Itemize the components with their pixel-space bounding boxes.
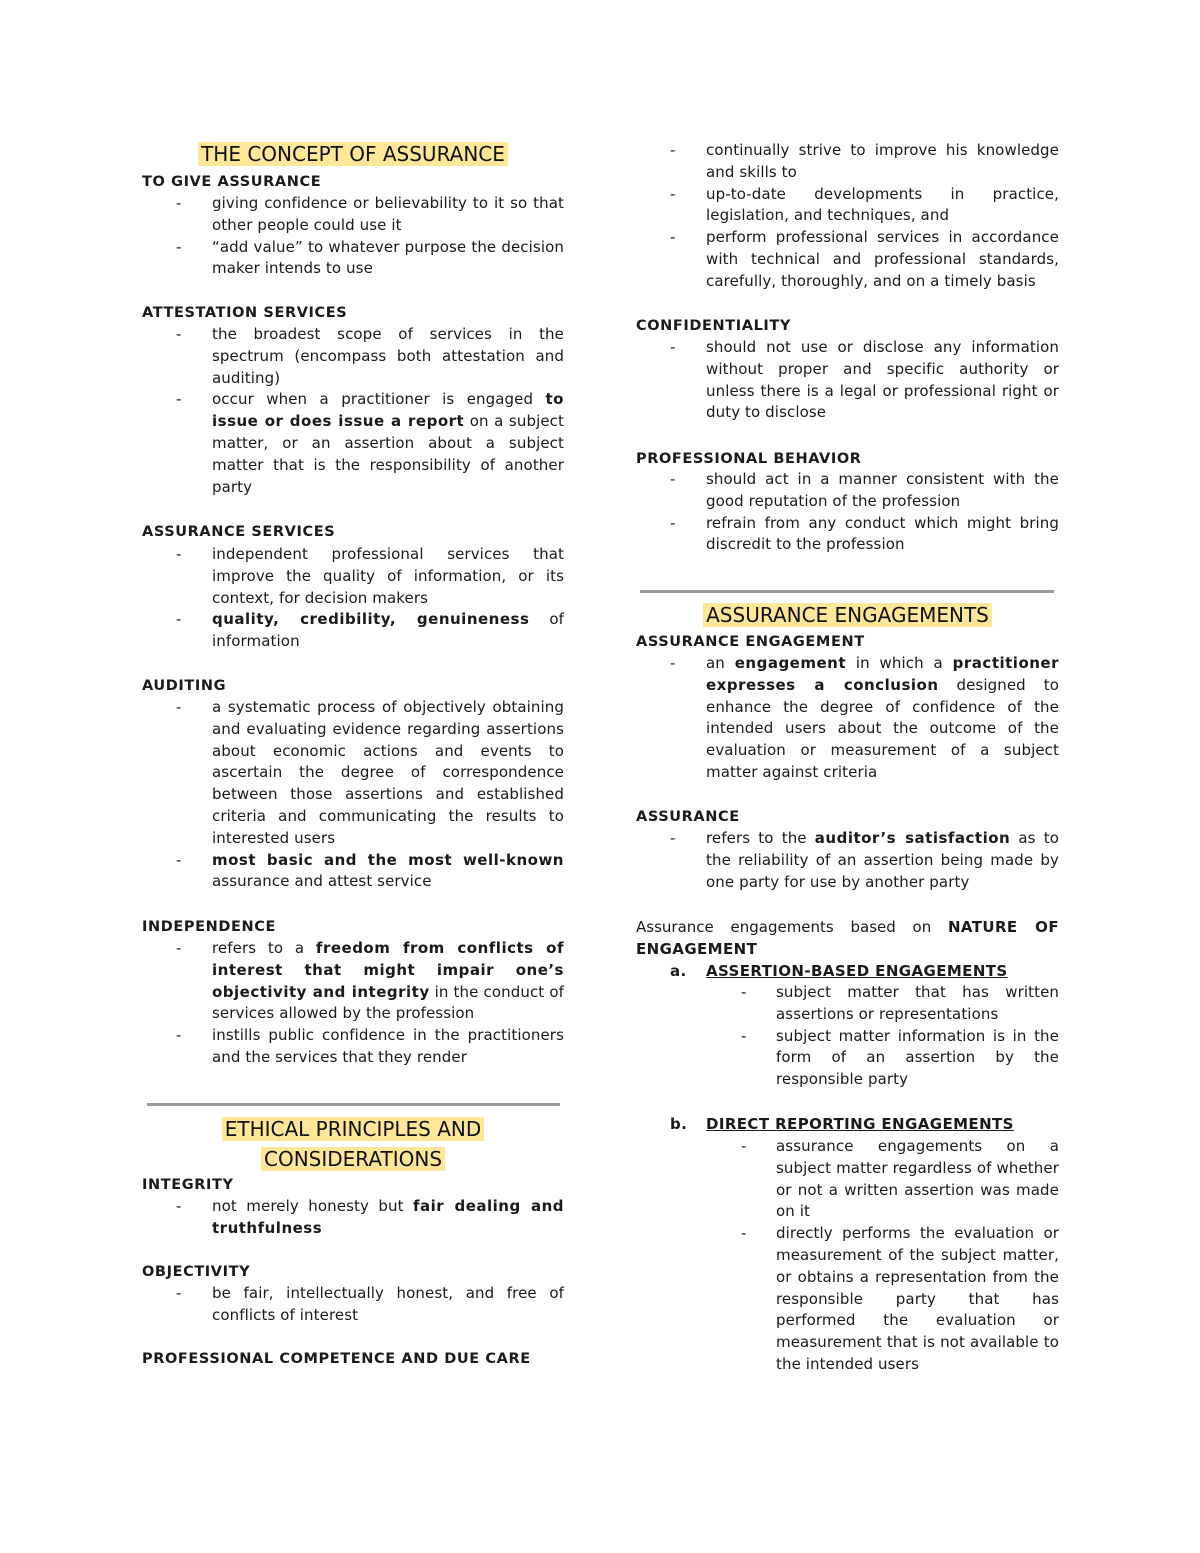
list-item: - refers to the auditor’s satisfaction as to the reliability of an assertion being made by one party for use by another party <box>636 828 1059 893</box>
list-item: - assurance engagements on a subject matter regardless of whether or not a written assertion was made on it <box>636 1136 1059 1223</box>
list-item: - perform professional services in accordance with technical and professional standards, carefully, thoroughly, and on a timely basis <box>636 227 1059 292</box>
list-item: - a systematic process of objectively obtaining and evaluating evidence regarding assertions about economic actions and events to ascertain the degree of correspondence between those assertions and established criteria and communicating the results to interested users <box>142 697 564 850</box>
independence-list <box>142 938 564 1069</box>
heading-integrity: INTEGRITY <box>142 1177 234 1193</box>
direct-reporting-heading: b. DIRECT REPORTING ENGAGEMENTS <box>670 1115 1014 1133</box>
assertion-based-list <box>636 982 1059 1091</box>
list-item: - refers to a freedom from conflicts of interest that might impair one’s objectivity and integrity in the conduct of services allowed by the profession <box>142 938 564 1025</box>
integrity-list <box>142 1196 564 1240</box>
section-divider <box>640 590 1054 593</box>
list-item: - refrain from any conduct which might bring discredit to the profession <box>636 513 1059 557</box>
list-item: - an engagement in which a practitioner expresses a conclusion designed to enhance the degree of confidence of the intended users about the outcome of the evaluation or measurement of a subject matter against criteria <box>636 653 1059 784</box>
heading-attestation-services: ATTESTATION SERVICES <box>142 305 348 321</box>
heading-assurance: ASSURANCE <box>636 809 740 825</box>
list-item: - most basic and the most well-known assurance and attest service <box>142 850 564 894</box>
title-ethical-principles-line1: ETHICAL PRINCIPLES AND <box>142 1114 564 1144</box>
heading-confidentiality: CONFIDENTIALITY <box>636 318 792 334</box>
heading-professional-competence: PROFESSIONAL COMPETENCE AND DUE CARE <box>142 1351 531 1367</box>
heading-assurance-engagement: ASSURANCE ENGAGEMENT <box>636 634 865 650</box>
list-item: - independent professional services that improve the quality of information, or its context, for decision makers <box>142 544 564 609</box>
heading-professional-behavior: PROFESSIONAL BEHAVIOR <box>636 451 862 467</box>
list-item: - subject matter information is in the form of an assertion by the responsible party <box>636 1026 1059 1091</box>
list-item: - quality, credibility, genuineness of information <box>142 609 564 653</box>
attestation-services-list <box>142 324 564 498</box>
direct-reporting-list <box>636 1136 1059 1376</box>
title-concept-of-assurance: THE CONCEPT OF ASSURANCE <box>142 139 564 169</box>
list-item: - should not use or disclose any information without proper and specific authority or unless there is a legal or professional right or duty to disclose <box>636 337 1059 424</box>
list-item: - occur when a practitioner is engaged to issue or does issue a report on a subject matter, or an assertion about a subject matter that is the responsibility of another party <box>142 389 564 498</box>
title-ethical-principles-line2: CONSIDERATIONS <box>142 1144 564 1174</box>
list-item: - not merely honesty but fair dealing and truthfulness <box>142 1196 564 1240</box>
assertion-based-heading: a. ASSERTION-BASED ENGAGEMENTS <box>670 962 1008 980</box>
heading-auditing: AUDITING <box>142 678 227 694</box>
list-item: - the broadest scope of services in the spectrum (encompass both attestation and auditing) <box>142 324 564 389</box>
auditing-list <box>142 697 564 893</box>
assurance-list <box>636 828 1059 893</box>
list-item: - continually strive to improve his knowledge and skills to <box>636 140 1059 184</box>
list-item: - giving confidence or believability to it so that other people could use it <box>142 193 564 237</box>
objectivity-list <box>142 1283 564 1327</box>
list-item: - directly performs the evaluation or measurement of the subject matter, or obtains a representation from the responsible party that has performed the evaluation or measurement that is not available to the intended users <box>636 1223 1059 1376</box>
nature-of-engagement-intro: Assurance engagements based on NATURE OF ENGAGEMENT <box>636 918 1059 958</box>
confidentiality-list <box>636 337 1059 424</box>
list-item: - instills public confidence in the practitioners and the services that they render <box>142 1025 564 1069</box>
heading-assurance-services: ASSURANCE SERVICES <box>142 524 336 540</box>
assurance-services-list <box>142 544 564 653</box>
title-assurance-engagements: ASSURANCE ENGAGEMENTS <box>636 600 1059 630</box>
section-divider <box>147 1103 560 1106</box>
list-item: - up-to-date developments in practice, legislation, and techniques, and <box>636 184 1059 228</box>
competence-list <box>636 140 1059 293</box>
heading-to-give-assurance: TO GIVE ASSURANCE <box>142 174 322 190</box>
heading-independence: INDEPENDENCE <box>142 919 276 935</box>
list-item: - “add value” to whatever purpose the decision maker intends to use <box>142 237 564 281</box>
list-item: - be fair, intellectually honest, and free of conflicts of interest <box>142 1283 564 1327</box>
list-item: - should act in a manner consistent with the good reputation of the profession <box>636 469 1059 513</box>
assurance-engagement-list <box>636 653 1059 784</box>
to-give-assurance-list <box>142 193 564 280</box>
heading-objectivity: OBJECTIVITY <box>142 1264 251 1280</box>
professional-behavior-list <box>636 469 1059 556</box>
list-item: - subject matter that has written assertions or representations <box>636 982 1059 1026</box>
